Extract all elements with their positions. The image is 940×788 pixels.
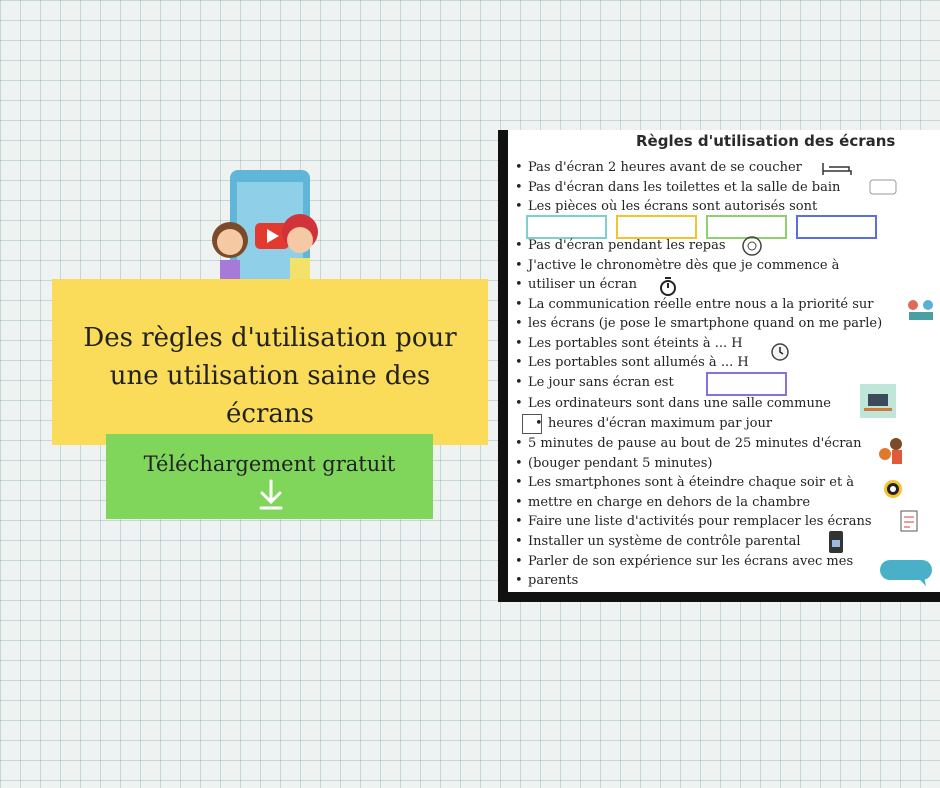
- bed-icon: [821, 161, 853, 177]
- download-label: Téléchargement gratuit: [143, 452, 396, 476]
- plate-icon: [741, 235, 763, 257]
- charging-icon: [882, 478, 904, 500]
- rule-item: • heures d'écran maximum par jour: [548, 414, 772, 433]
- conversation-icon: [906, 298, 936, 324]
- rule-item: • Les pièces où les écrans sont autorisés sont: [528, 197, 817, 216]
- rule-item: • Faire une liste d'activités pour remplacer les écrans: [528, 512, 872, 531]
- rule-item: • Les ordinateurs sont dans une salle commune: [528, 394, 831, 413]
- rule-item: • 5 minutes de pause au bout de 25 minutes d'écran: [528, 434, 862, 453]
- title-card: [52, 279, 488, 445]
- checklist-icon: [900, 510, 918, 532]
- speech-bubble-icon: [878, 558, 934, 586]
- toilet-paper-icon: [868, 178, 902, 196]
- rule-item: • Pas d'écran dans les toilettes et la salle de bain: [528, 178, 840, 197]
- basketball-player-icon: [878, 436, 908, 466]
- rule-item: • Pas d'écran 2 heures avant de se coucher: [528, 158, 802, 177]
- computer-room-icon: [860, 384, 896, 418]
- card-title: Des règles d'utilisation pour une utilisation saine des écrans: [83, 323, 457, 429]
- no-screen-day-input[interactable]: [706, 372, 787, 396]
- rule-continuation: • les écrans (je pose le smartphone quand on me parle): [528, 314, 882, 333]
- rule-item: • Installer un système de contrôle parental: [528, 532, 801, 551]
- download-button[interactable]: [106, 434, 433, 519]
- rule-item: • Pas d'écran pendant les repas: [528, 236, 726, 255]
- rule-continuation: • utiliser un écran: [528, 275, 637, 294]
- rule-continuation: • mettre en charge en dehors de la chambre: [528, 493, 810, 512]
- rule-continuation: • (bouger pendant 5 minutes): [528, 454, 712, 473]
- rule-item: • J'active le chronomètre dès que je commence à: [528, 256, 839, 275]
- rule-item: • La communication réelle entre nous a la priorité sur: [528, 295, 874, 314]
- room-input-4[interactable]: [796, 215, 877, 239]
- rule-continuation: • parents: [528, 571, 578, 590]
- rule-item: • Parler de son expérience sur les écrans avec mes: [528, 552, 853, 571]
- download-icon: [258, 479, 284, 511]
- rule-item: • Le jour sans écran est: [528, 373, 674, 392]
- clock-icon: [770, 342, 790, 362]
- sheet-title: Règles d'utilisation des écrans: [636, 132, 896, 150]
- stopwatch-icon: [658, 275, 678, 297]
- rules-sheet: [498, 130, 940, 602]
- locked-phone-icon: [828, 530, 844, 554]
- rule-item: • Les portables sont éteints à ... H: [528, 334, 743, 353]
- rule-item: • Les portables sont allumés à ... H: [528, 353, 749, 372]
- rule-item: • Les smartphones sont à éteindre chaque soir et à: [528, 473, 854, 492]
